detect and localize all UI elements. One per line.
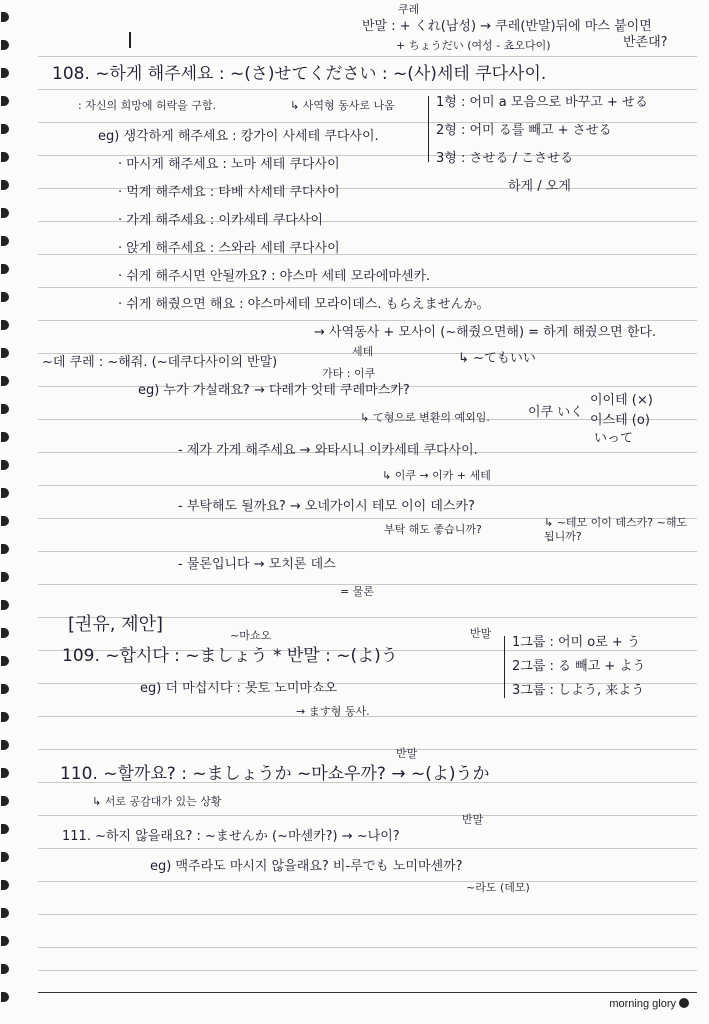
- example-line: · 먹게 해주세요 : 타베 사세테 쿠다사이: [118, 185, 340, 200]
- masho-gloss: ~마쇼오: [230, 629, 272, 642]
- kure-example: - 제가 가게 해주세요 → 와타시니 이카세테 쿠다사이.: [178, 443, 478, 458]
- brand-footer: [609, 998, 689, 1010]
- section-110-note: ↳ 서로 공감대가 있는 상황: [92, 795, 222, 808]
- example-111-note: ~라도 (데모): [466, 881, 530, 894]
- ikute-wrong: 이이테 (×): [590, 393, 653, 408]
- flower-icon: [679, 998, 689, 1008]
- top-note-line4: 반존대?: [623, 35, 668, 50]
- ikute-right-kana: いって: [594, 431, 634, 446]
- rule-3-gloss: 하게 / 오게: [508, 179, 571, 194]
- section-110-title: 110. ~할까요? : ~ましょうか ~마쇼우까? → ~(よ)うか: [60, 764, 490, 784]
- top-note-line2: 반말 : + くれ(남성) → 쿠레(반말)뒤에 마스 붙이면: [362, 19, 652, 34]
- rule-2: 2형 : 어미 る를 빼고 + させる: [436, 123, 612, 138]
- section-111-title: 111. ~하지 않을래요? : ~ませんか (~마센카?) → ~나이?: [62, 829, 400, 844]
- example-line: · 앉게 해주세요 : 스와라 세테 쿠다사이: [118, 241, 340, 256]
- page-bottom-line: [38, 992, 697, 993]
- rule-109-2: 2그룹 : る 빼고 + よう: [512, 659, 646, 674]
- ikute-right: 이스테 (o): [590, 413, 650, 428]
- section-108-title: 108. ~하게 해주세요 : ~(さ)せてください : ~(사)세테 쿠다사이.: [52, 64, 547, 84]
- example-line: · 쉬게 해줬으면 해요 : 야스마세테 모라이데스. もらえませんか。: [118, 297, 490, 312]
- kure-example: ↳ ~테모 이이 데스카? ~해도 됩니까?: [544, 516, 688, 544]
- ikuiku: 이쿠 いく: [528, 405, 584, 420]
- kure-example: = 물론: [340, 585, 374, 598]
- brand-label: morning glory: [609, 998, 676, 1010]
- section-109-title: 109. ~합시다 : ~ましょう * 반말 : ~(よ)う: [62, 646, 398, 666]
- example-109: eg) 더 마십시다 : 못토 노미마쇼오: [140, 681, 338, 696]
- example-line: · 쉬게 해주시면 안될까요? : 야스마 세테 모라에마센카.: [118, 269, 431, 284]
- kure-example: - 물론입니다 → 모치론 데스: [178, 557, 336, 572]
- kure-title: ~데 쿠레 : ~해줘. (~데쿠다사이의 반말): [42, 355, 278, 370]
- example-109-note: → ます형 동사.: [296, 705, 370, 718]
- causative-note: ↳ 사역형 동사로 나옴: [290, 99, 395, 112]
- kure-example: eg) 누가 가실래요? → 다레가 잇테 쿠레마스카?: [138, 383, 410, 398]
- rule-109-3: 3그룹 : しよう, 来よう: [512, 683, 645, 698]
- temoii-note: ↳ ~てもいい: [458, 351, 536, 366]
- example-111: eg) 맥주라도 마시지 않을래요? 비-루でも 노미마센까?: [150, 859, 463, 874]
- example-line: · 가게 해주세요 : 이카세테 쿠다사이: [118, 213, 323, 228]
- kure-example: ↳ 이쿠 → 이카 + 세테: [382, 469, 491, 482]
- rule-1: 1형 : 어미 a 모음으로 바꾸고 + せる: [436, 95, 649, 110]
- example-line: eg) 생각하게 해주세요 : 캉가이 사세테 쿠다사이.: [98, 129, 379, 144]
- spiral-binding: [0, 0, 16, 1024]
- rule-3: 3형 : させる / こさせる: [436, 151, 574, 166]
- top-note-line3: + ちょうだい (여성 - 쵸오다이): [396, 39, 551, 52]
- moshi-note: → 사역동사 + 모사이 (~해줬으면해) = 하게 해줬으면 한다.: [314, 325, 657, 340]
- kure-sub1: 세테: [352, 345, 374, 358]
- banmal-111: 반말: [462, 813, 484, 826]
- top-note-line1: 쿠레: [398, 3, 420, 16]
- rules-brace: [504, 636, 505, 698]
- rules-brace: [428, 96, 429, 162]
- rule-109-1: 1그룹 : 어미 o로 + う: [512, 635, 640, 650]
- banmal-gloss: 반말: [470, 627, 492, 640]
- pen-mark: [129, 32, 131, 48]
- kure-sub2: 가타 : 이쿠: [322, 367, 376, 380]
- section-header-kanyu: [권유, 제안]: [68, 614, 164, 635]
- kure-example: 부탁 해도 좋습니까?: [384, 523, 482, 536]
- kure-example: - 부탁해도 될까요? → 오네가이시 테모 이이 데스카?: [178, 499, 475, 514]
- kure-example: ↳ て형으로 변환의 예외임.: [360, 411, 490, 424]
- example-line: · 마시게 해주세요 : 노마 세테 쿠다사이: [118, 157, 340, 172]
- section-108-desc: : 자신의 희망에 허락을 구함.: [78, 99, 217, 112]
- banmal-110: 반말: [396, 747, 418, 760]
